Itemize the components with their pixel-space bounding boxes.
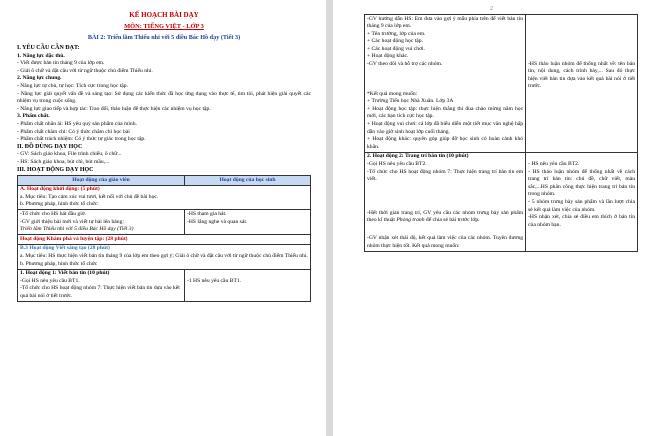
text-line: + Trường Tiểu học Nhà Xuân. Lớp 3A xyxy=(367,98,454,105)
table-row xyxy=(18,210,311,235)
text-line: -Gọi HS nêu yêu cầu BT2. xyxy=(367,161,427,167)
document-page-2 xyxy=(333,0,650,436)
heading-teaching-materials: II. ĐỒ DÙNG DẠY HỌC xyxy=(17,143,83,150)
text-line: -1 HS nêu yêu cầu BT1. xyxy=(187,277,242,284)
text-line: - HS thảo luận nhóm để thống nhất về cách trang trí bản tin: chủ đề, chữ viết, màu sắc,...HS phân công thực hiện trang trí bản tin trong nhóm. xyxy=(528,168,635,198)
table-row xyxy=(18,244,311,269)
text-line: + Hoạt động vui chơi: cả lớp đã biểu diễn một tiết mục văn nghệ hấp dẫn vào giờ sinh hoạt lớp cuối tháng. xyxy=(367,121,524,135)
text-line: -Gọi HS nêu yêu cầu BT1. xyxy=(20,277,80,284)
table-row xyxy=(365,15,638,153)
section-a-title: A. Hoạt động khởi động: (5 phút) xyxy=(20,186,100,193)
page-number: 2 xyxy=(490,6,493,12)
heading-specific-competence: 1. Năng lực đặc thù. xyxy=(17,52,65,59)
text-line: - HS: Sách giáo khoa, bút chì, bút mầu,... xyxy=(17,158,110,165)
text-line: + Các hoạt động vui chơi. xyxy=(367,45,425,52)
text-line: -GV nhận xét thái độ, kết quả làm việc của các nhóm. Tuyên dương nhóm thực hiện tốt. Kết quả mong muốn: xyxy=(367,234,524,249)
text-line: + Hoạt động học tập: thực hiện thắng thi đua chào mừng năm học mới, các bạn tích cực học tập. xyxy=(367,105,524,120)
activities-table-continued xyxy=(364,14,638,252)
heading-general-competence: 2. Năng lực chung. xyxy=(17,75,62,82)
text-line: -Tổ chức cho HS hát đầu giờ. xyxy=(20,210,87,217)
text-line: -GV giới thiệu bài mới và viết tự bài lên bảng: xyxy=(20,218,124,225)
text-line: b. Phương pháp, hình thức tổ chức: xyxy=(20,201,99,208)
text-line: + Tên trường, lớp của em. xyxy=(367,30,426,37)
table-row xyxy=(18,185,311,210)
text-line: - Giải ô chữ và đặt câu với từ ngữ thuộc chủ điểm Thiếu nhi. xyxy=(17,67,153,74)
text-line: -Tổ chức cho HS hoạt động nhóm 7: Thực hiện viết bản tin dựa vào kết quả bài nói ở tiết trước. xyxy=(20,285,180,299)
section-practice-title: Hoạt động Khám phá và luyện tập: (28 phút) xyxy=(20,235,128,242)
section-b3-title: B.3 Hoạt động Viết sáng tạo (28 phút) xyxy=(20,245,110,252)
text-line: - Viết được bản tin tháng 9 của lớp em. xyxy=(17,60,105,67)
lesson-title: BÀI 2: Triển lãm Thiếu nhi với 5 điều Bác Hồ dạy (Tiết 3) xyxy=(87,34,241,41)
text-line: + Hoạt động khác. xyxy=(367,53,409,60)
text-line: a. Mục tiêu: Tạo cảm xúc vui tươi, kết nối với chủ đề bài học. xyxy=(20,193,159,200)
text-line: a. Mục tiêu: HS thực hiện viết bản tin tháng 9 của lớp em theo gợi ý; Giải ô chữ và đặt câu với từ ngữ thuộc chủ điểm Thiếu nhi. xyxy=(20,252,308,259)
text-line: -GV theo dõi và hỗ trợ các nhóm. xyxy=(367,61,443,68)
text-line: -GV hướng dẫn HS: Em đưa vào gợi ý mẫu phía trên để viết bản tin tháng 9 của lớp em. xyxy=(367,15,524,30)
text-line: - GV: Sách giáo khoa, File trình chiếu, ô chữ... xyxy=(17,151,122,158)
text-line: -Hết thời gian trang trí, GV yêu cầu các nhóm trưng bày sản phẩm theo kĩ thuật Phòng tranh để chia sẻ bài trước lớp. xyxy=(367,209,524,224)
text-line: + Các hoạt động học tập. xyxy=(367,38,423,45)
text-line: -HS lắng nghe và quan sát. xyxy=(187,218,248,225)
activity-2-title: 2. Hoạt động 2: Trang trí bản tin (10 phút) xyxy=(367,153,469,160)
text-line: -HS nhận xét, chia sẻ điều em thích ở bản tin của nhóm bạn. xyxy=(528,214,635,228)
heading-qualities: 3. Phẩm chất. xyxy=(17,113,50,120)
document-title: KẾ HOẠCH BÀI DẠY xyxy=(129,11,199,19)
text-line: + Hoạt động khác: quyên góp giúp đỡ học sinh có hoàn cảnh khó khăn. xyxy=(367,136,524,150)
activity-1-title: 1. Hoạt động 1: Viết bản tin (10 phút) xyxy=(20,270,110,277)
text-line: - HS nêu yêu cầu BT2. xyxy=(528,161,580,167)
text-line: - Phẩm chất trách nhiệm: Có ý thức tự giác trong học tập. xyxy=(17,136,146,143)
text-line: *Kết quả mong muốn: xyxy=(367,90,418,97)
text-line: - 5 nhóm trưng bày sản phẩm và lần lượt chia sẻ kết quả làm việc của nhóm. xyxy=(528,198,635,213)
column-header-teacher: Hoạt động của giáo viên xyxy=(18,176,185,186)
text-line: - Phẩm chất nhân ái: HS yêu quý sản phẩm của mình. xyxy=(17,120,137,127)
text-line: - Phẩm chất chăm chỉ: Có ý thức chăm chỉ học bài xyxy=(17,128,130,135)
text-line: - Năng lực giải quyết vấn đề và sáng tạo: Sử dụng các kiến thức đã học ứng dụng vào thực tế, tìm tòi, phát hiện giải quyết các nhiệm vụ trong cuộc sống. xyxy=(17,90,311,105)
text-line: -Tổ chức cho HS hoạt động nhóm 7: Thực hiện trang trí bản tin em viết. xyxy=(367,168,524,183)
text-line: - Năng lực giao tiếp và hợp tác: Trao đổi, thảo luận để thực hiện các nhiệm vụ học tập. xyxy=(17,105,211,112)
text-line: b. Phương pháp, hình thức tổ chức xyxy=(20,260,98,267)
text-line: -HS tham gia hát. xyxy=(187,210,227,217)
column-header-student: Hoạt động của học sinh xyxy=(185,176,311,186)
heading-requirements: I. YÊU CẦU CẦN ĐẠT: xyxy=(17,45,80,51)
heading-activities: III. HOẠT ĐỘNG DẠY HỌC xyxy=(17,166,94,173)
table-row xyxy=(365,152,638,251)
text-line: Triển lãm Thiếu nhi với 5 điều Bác Hồ dạy (Tiết 3) xyxy=(20,226,134,233)
table-row xyxy=(18,269,311,301)
text-line: -HS thảo luận nhóm để thống nhất về: tên bản tin, nội dung, cách trình bày,... Sau đó thực hiện viết bản tin dựa vào kết quả bài nói ở tiết trước. xyxy=(528,60,635,90)
table-header-row xyxy=(18,176,311,186)
subject-line: MÔN: TIẾNG VIỆT - LỚP 3 xyxy=(124,23,204,30)
text-line: - Năng lực tự chủ, tự học: Tích cực trong học tập. xyxy=(17,82,128,89)
activities-table xyxy=(17,175,311,302)
table-row xyxy=(18,235,311,245)
